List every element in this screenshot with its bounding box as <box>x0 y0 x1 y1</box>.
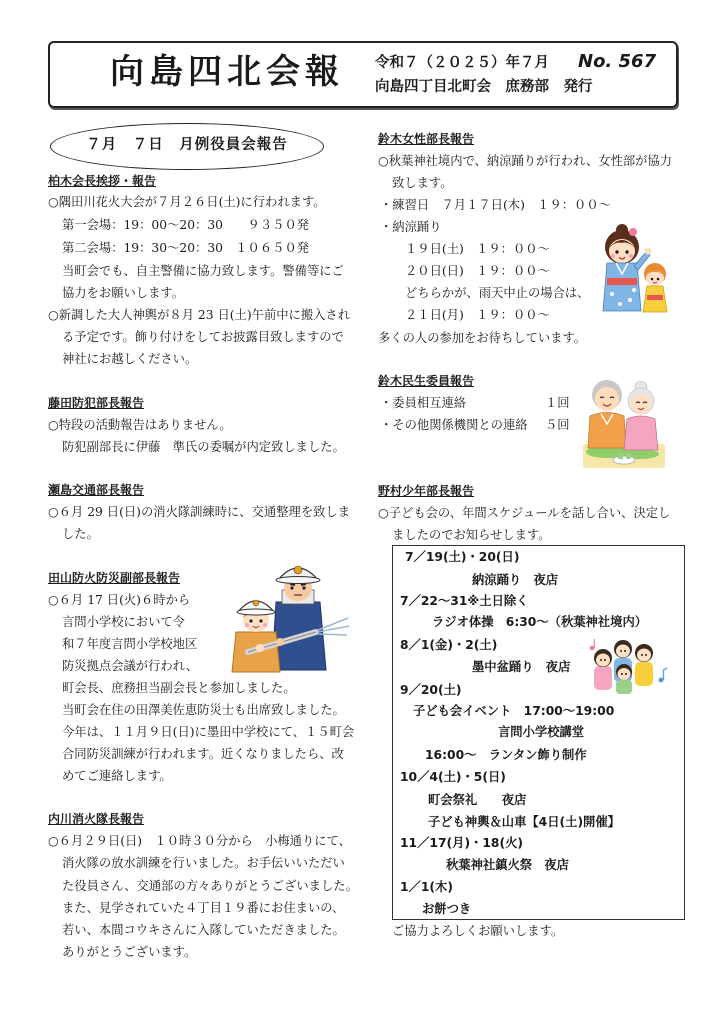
contact-item-count: ５回 <box>545 418 570 432</box>
report-line: 神社にお越しください。 <box>62 352 198 366</box>
report-line: ２０日(日) １９：００～ <box>405 264 550 278</box>
issue-date: 令和７（２０２５）年７月 <box>375 55 549 71</box>
section-heading: 田山防火防災副部長報告 <box>48 571 181 585</box>
report-line: 防災拠点会議が行われ、 <box>62 659 199 673</box>
report-line: ○新調した大人神輿が８月 23 日(土)午前中に搬入され <box>48 308 351 322</box>
contact-item-label: ・委員相互連絡 <box>380 396 467 410</box>
report-line: る予定です。飾り付けをしてお披露目致しますので <box>62 330 344 344</box>
report-line: 合同防災訓練が行われます。近くなりましたら、改 <box>62 747 344 761</box>
schedule-event: 言問小学校講堂 <box>498 725 585 739</box>
schedule-date: 10／4(土)・5(日) <box>400 770 506 784</box>
report-line: 防犯副部長に伊藤 準氏の委嘱が内定致しました。 <box>62 440 345 454</box>
issue-number: No. 567 <box>578 51 657 72</box>
publisher-line: 向島四丁目北町会 庶務部 発行 <box>375 79 593 95</box>
report-line: 多くの人の参加をお待ちしています。 <box>378 331 587 345</box>
elderly-couple-illustration <box>583 372 665 470</box>
report-line: 消火隊の放水訓練を行いました。お手伝いいただい <box>62 856 345 870</box>
report-line: ○６月 29 日(日)の消火隊訓練時に、交通整理を致しま <box>48 505 351 519</box>
report-line: ○隅田川花火大会が７月２６日(土)に行われます。 <box>48 195 326 209</box>
report-line: ２１日(月) １９：００～ <box>405 308 550 322</box>
report-line: ○６月２９日(日) １０時３０分から 小梅通りにて、 <box>48 834 351 848</box>
report-line: ・納涼踊り <box>380 220 442 234</box>
schedule-event: 納涼踊り 夜店 <box>472 573 559 587</box>
report-line: ○特段の活動報告はありません。 <box>48 418 232 432</box>
report-line: ましたのでお知らせします。 <box>392 528 551 542</box>
report-line: た役員さん、交通部の方々ありがとうございました。 <box>62 879 358 893</box>
schedule-date: 7／22～31※土日除く <box>400 594 529 608</box>
schedule-date: 11／17(月)・18(火) <box>400 836 524 850</box>
report-line: ○秋葉神社境内で、納涼踊りが行われ、女性部が協力 <box>378 154 673 168</box>
report-line: した。 <box>62 527 99 541</box>
section-heading: 内川消火隊長報告 <box>48 812 145 826</box>
report-line: 当町会でも、自主警備に協力致します。警備等にご <box>62 264 344 278</box>
closing-line: ご協力よろしくお願いします。 <box>392 924 564 938</box>
schedule-date: 9／20(土) <box>400 683 462 697</box>
yukata-children-illustration <box>592 222 674 314</box>
report-line: どちらかが、雨天中止の場合は、 <box>405 286 590 300</box>
schedule-date: 7／19(土)・20(日) <box>405 550 520 564</box>
schedule-event: 16:00～ ランタン飾り制作 <box>425 748 587 762</box>
report-line: ありがとうございます。 <box>62 945 197 959</box>
report-line: 当町会在住の田澤美佐恵防災士も出席致しました。 <box>62 703 345 717</box>
schedule-date: 1／1(木) <box>400 880 453 894</box>
section-heading: 柏木会長挨拶・報告 <box>48 174 157 188</box>
report-line: ・練習日 ７月１７日(木) １９：００～ <box>380 198 611 212</box>
report-line: 第一会場：19：00～20：30 ９３５０発 <box>62 218 310 232</box>
section-heading: 瀬島交通部長報告 <box>48 483 145 497</box>
contact-item-count: １回 <box>545 396 570 410</box>
schedule-event: ラジオ体操 6:30～（秋葉神社境内） <box>432 615 648 629</box>
firefighters-illustration <box>228 558 350 673</box>
report-line: ○子ども会の、年間スケジュールを話し合い、決定し <box>378 506 671 520</box>
report-line: また、見学されていた４丁目１９番にお住まいの、 <box>62 901 345 915</box>
report-line: 町会長、庶務担当副会長と参加しました。 <box>62 681 296 695</box>
contact-item-label: ・その他関係機関との連絡 <box>380 418 528 432</box>
section-heading: 藤田防犯部長報告 <box>48 396 145 410</box>
report-line: 言問小学校において令 <box>62 615 185 629</box>
schedule-event: 子ども神輿＆山車【4日(土)開催】 <box>428 815 620 829</box>
music-note-icon <box>659 668 668 683</box>
schedule-event: 町会祭礼 夜店 <box>428 793 527 807</box>
schedule-event: 秋葉神社鎮火祭 夜店 <box>446 858 569 872</box>
schedule-event: 子ども会イベント 17:00～19:00 <box>413 704 615 718</box>
section-heading: 鈴木民生委員報告 <box>378 374 475 388</box>
children-group-illustration <box>588 636 670 694</box>
report-line: １９日(土) １９：００～ <box>405 242 550 256</box>
music-note-icon <box>590 639 595 650</box>
newsletter-title: 向島四北会報 <box>110 52 344 92</box>
report-line: 致します。 <box>392 176 453 190</box>
meeting-title: ７月 ７日 月例役員会報告 <box>86 137 288 153</box>
schedule-date: 8／1(金)・2(土) <box>400 638 498 652</box>
section-heading: 鈴木女性部長報告 <box>378 132 475 146</box>
report-line: 協力をお願いします。 <box>62 286 184 300</box>
report-line: 第二会場：19：30～20：30 １０６５０発 <box>62 241 310 255</box>
schedule-event: お餅つき <box>422 902 472 916</box>
report-line: 今年は、１１月９日(日)に墨田中学校にて、１５町会 <box>62 725 355 739</box>
report-line: めてご連絡します。 <box>62 769 172 783</box>
report-line: 和７年度言問小学校地区 <box>62 637 198 651</box>
report-line: 若い、本間コウキさんに入隊していただきました。 <box>62 923 345 937</box>
section-heading: 野村少年部長報告 <box>378 484 475 498</box>
schedule-event: 墨中盆踊り 夜店 <box>472 660 571 674</box>
report-line: ○６月 17 日(火)６時から <box>48 593 191 607</box>
